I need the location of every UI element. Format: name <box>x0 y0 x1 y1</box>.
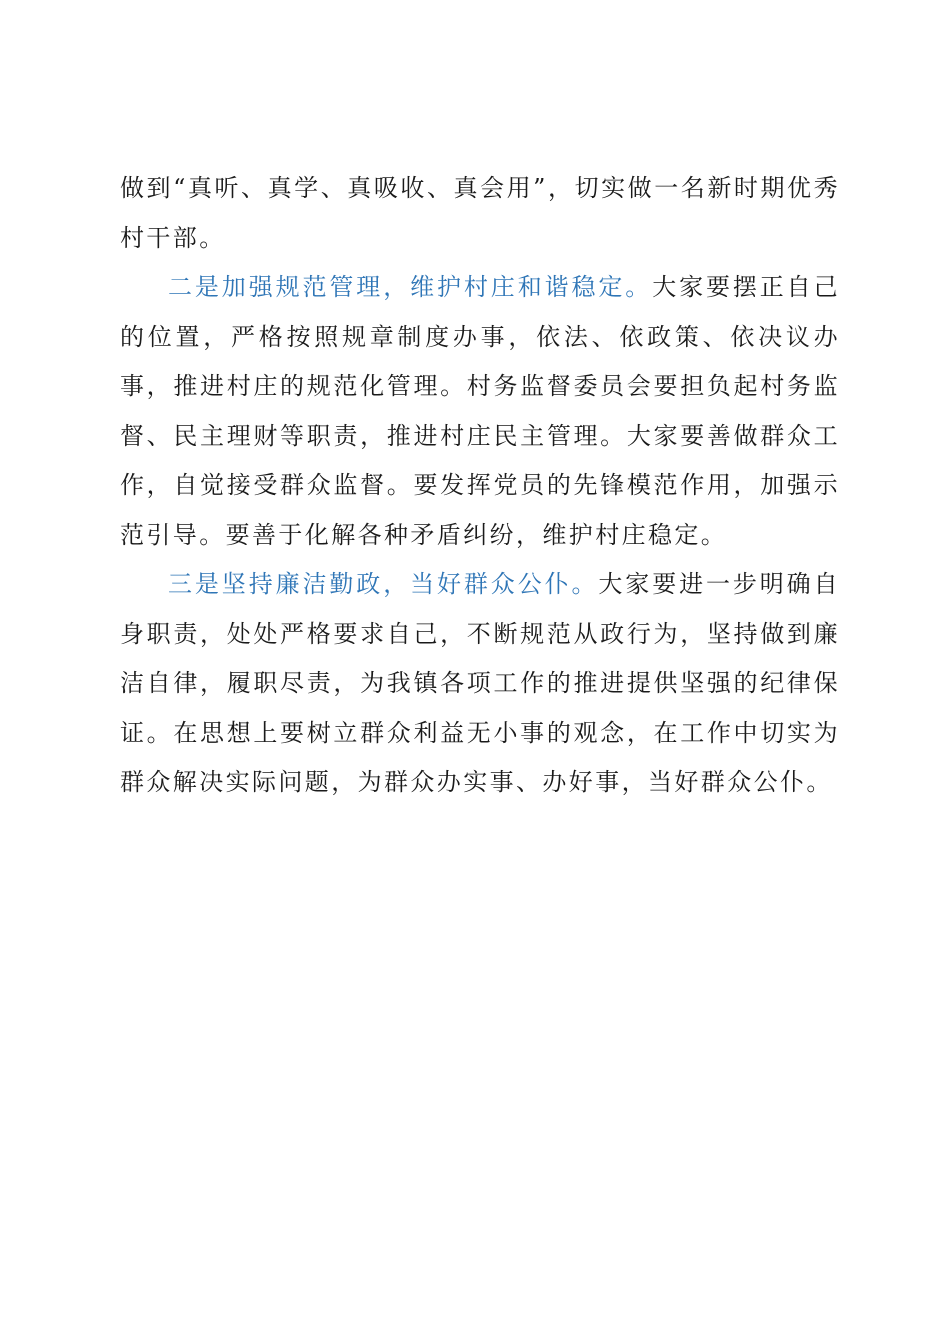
paragraph-text: 大家要进一步明确自身职责，处处严格要求自己，不断规范从政行为，坚持做到廉洁自律，履职尽责，为我镇各项工作的推进提供坚强的纪律保证。在思想上要树立群众利益无小事的观念，在工作中切实为群众解决实际问题，为群众办实事、办好事，当好群众公仆。 <box>120 570 840 796</box>
document-body <box>120 164 840 808</box>
paragraph-text: 做到“真听、真学、真吸收、真会用”，切实做一名新时期优秀村干部。 <box>120 174 840 252</box>
paragraph-lead-heading: 二是加强规范管理，维护村庄和谐稳定。 <box>168 273 653 301</box>
paragraph-point-two <box>120 263 840 560</box>
paragraph-text: 大家要摆正自己的位置，严格按照规章制度办事，依法、依政策、依决议办事，推进村庄的规范化管理。村务监督委员会要担负起村务监督、民主理财等职责，推进村庄民主管理。大家要善做群众工作，自觉接受群众监督。要发挥党员的先锋模范作用，加强示范引导。要善于化解各种矛盾纠纷，维护村庄稳定。 <box>120 273 840 549</box>
paragraph-point-three <box>120 560 840 808</box>
paragraph-lead-heading: 三是坚持廉洁勤政，当好群众公仆。 <box>168 570 599 598</box>
paragraph-continuation <box>120 164 840 263</box>
